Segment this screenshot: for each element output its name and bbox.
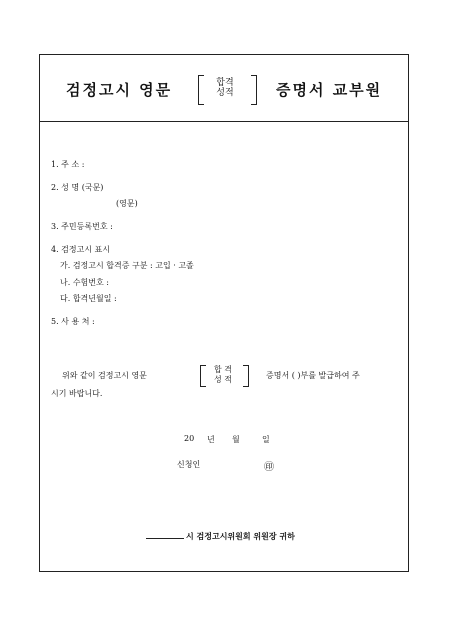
date-month: 월: [232, 435, 240, 444]
field-address: 1. 주 소 :: [51, 160, 85, 169]
field-pass-date: 다. 합격년월일 :: [60, 294, 117, 303]
date-year-prefix: 20: [184, 434, 195, 443]
request-bracket-options: [208, 365, 238, 385]
field-exam-header: 4. 검정고시 표시: [51, 245, 111, 254]
field-exam-number: 나. 수험번호 :: [60, 278, 109, 287]
form-body: [40, 55, 408, 571]
request-option-grades: 성 적: [214, 375, 232, 384]
seal-icon: ㊞: [264, 462, 274, 473]
field-exam-type: 가. 검정고시 합격증 구분 : 고입 · 고졸: [60, 261, 194, 270]
field-usage: 5. 사 용 처 :: [51, 317, 95, 326]
date-year: 년: [207, 435, 215, 444]
title-option-grades: 성적: [216, 88, 234, 98]
field-name-english: (영문): [116, 199, 138, 208]
request-line1-right: 증명서 ( )부를 발급하여 주: [266, 371, 360, 380]
request-line2: 시기 바랍니다.: [51, 389, 103, 398]
date-day: 일: [262, 435, 270, 444]
field-resident-number: 3. 주민등록번호 :: [51, 222, 113, 231]
addressee: [146, 531, 295, 542]
city-blank-line: [146, 538, 184, 539]
addressee-text: 시 검정고시위원회 위원장 귀하: [186, 531, 295, 541]
request-left-bracket: [200, 365, 206, 387]
request-line1-left: 위와 같이 검정고시 영문: [62, 371, 147, 380]
applicant-label: 신청인: [177, 460, 201, 469]
request-option-pass: 합 격: [214, 365, 232, 374]
application-form: [39, 54, 409, 572]
request-right-bracket: [243, 365, 249, 387]
title-left: 검정고시 영문: [66, 81, 173, 99]
field-name-korean: 2. 성 명 (국문): [51, 183, 104, 192]
title-option-pass: 합격: [216, 78, 234, 88]
title-right: 증명서 교부원: [276, 81, 383, 99]
